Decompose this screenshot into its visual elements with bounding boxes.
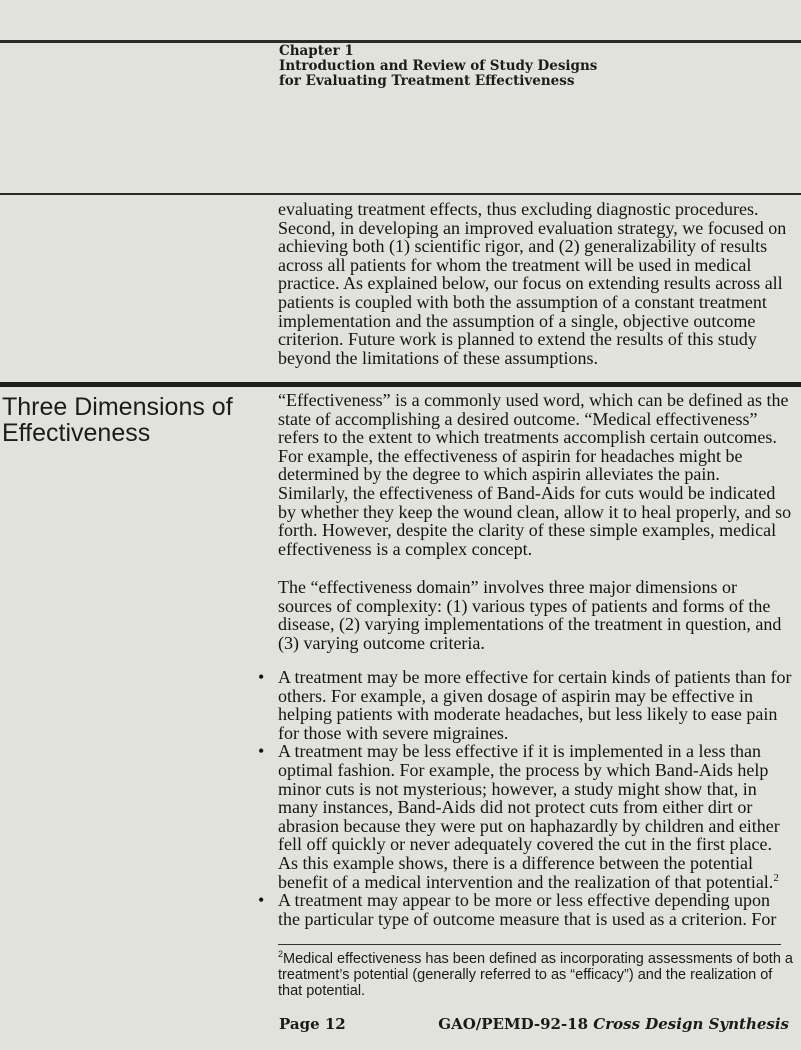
bullet-icon: • [258, 741, 265, 762]
header-rule [0, 40, 801, 43]
bullet-icon: • [258, 667, 265, 687]
definition-paragraph: “Effectiveness” is a commonly used word, which can be defined as the state of accomplishing a desired outcome. “Medical effectiveness” refers to the extent to which treatments accomplish certain outcomes. For example, the effectiveness of aspirin for headaches might be determined by the degree to which aspirin alleviates the pain. Similarly, the effectiveness of Band-Aids for cuts would be indicated by whether they keep the wound clean, allow it to heal properly, and so forth. However, despite the clarity of these simple examples, medical effectiveness is a complex concept. [278, 390, 792, 559]
list-item [258, 891, 793, 928]
list-item-text: A treatment may appear to be more or less effective depending upon the particular type of outcome measure that is used as a criterion. For [278, 890, 777, 929]
chapter-label: Chapter 1 [279, 43, 354, 59]
footnote-mark: 2 [278, 949, 284, 960]
section-heading [2, 394, 272, 446]
footnote-rule [278, 944, 781, 945]
footnote-reference[interactable]: 2 [773, 871, 779, 884]
document-identifier [438, 1015, 789, 1033]
document-number: GAO/PEMD-92-18 [438, 1015, 589, 1033]
section-heading-line-1: Three Dimensions of [2, 393, 233, 421]
section-rule [0, 193, 801, 195]
list-item-text: A treatment may be more effective for certain kinds of patients than for others. For example, a given dosage of aspirin may be effective in helping patients with moderate headaches, but less likely to ease pain for those with severe migraines. [278, 667, 792, 743]
bullet-icon: • [258, 890, 265, 911]
section-heading-rule [0, 382, 801, 387]
chapter-header [279, 44, 789, 89]
list-item-text: A treatment may be less effective if it is implemented in a less than optimal fashion. For example, the process by which Band-Aids help minor cuts is not mysterious; however, a study might show that, in many instances, Band-Aids did not protect cuts from either dirt or abrasion because they were put on haphazardly by children and either fell off quickly or never adequately covered the cut in the first place. As this example shows, there is a difference between the potential benefit of a medical intervention and the realization of that potential. [278, 741, 780, 892]
dimension-list [258, 668, 793, 928]
intro-paragraph: evaluating treatment effects, thus excluding diagnostic procedures. Second, in developing an improved evaluation strategy, we focused on achieving both (1) scientific rigor, and (2) generalizability of results across all patients for whom the treatment will be used in medical practice. As explained below, our focus on extending results across all patients is coupled with both the assumption of a constant treatment implementation and the assumption of a single, objective outcome criterion. Future work is planned to extend the results of this study beyond the limitations of these assumptions. [278, 199, 787, 368]
page-number: Page 12 [279, 1015, 346, 1033]
section-heading-line-2: Effectiveness [2, 419, 151, 447]
document-short-title: Cross Design Synthesis [593, 1015, 789, 1033]
footnote [278, 951, 793, 999]
list-item [258, 668, 793, 742]
footnote-text: Medical effectiveness has been defined as incorporating assessments of both a treatment’s potential (generally referred to as “efficacy”) and the realization of that potential. [278, 951, 793, 999]
list-item [258, 742, 793, 891]
chapter-title-line-2: for Evaluating Treatment Effectiveness [279, 73, 575, 89]
chapter-title-line-1: Introduction and Review of Study Designs [279, 58, 598, 74]
domain-paragraph: The “effectiveness domain” involves three major dimensions or sources of complexity: (1) various types of patients and forms of the disease, (2) varying implementations of the treatment in question, and (3) varying outcome criteria. [278, 577, 782, 653]
